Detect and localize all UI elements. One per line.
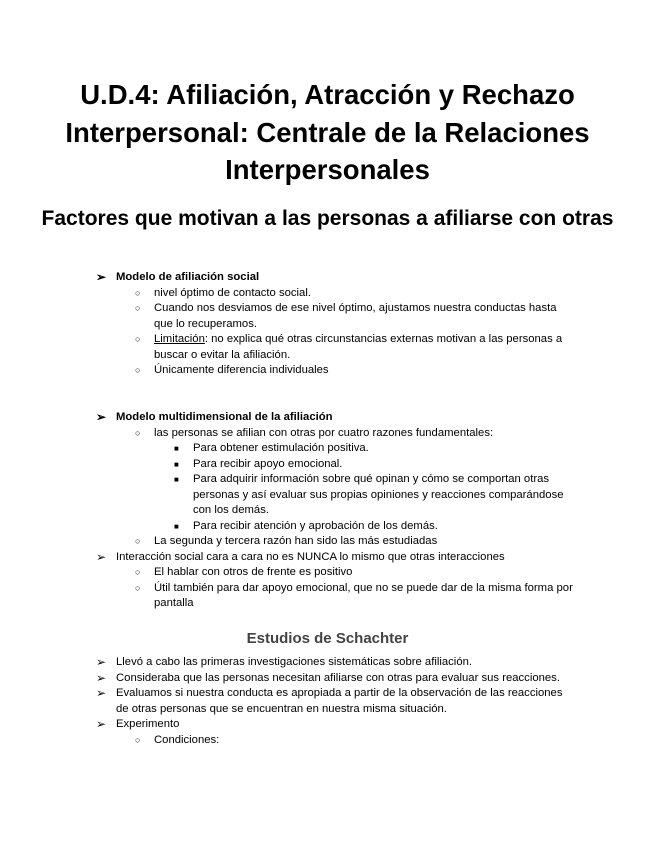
square-bullet-icon: ■ — [174, 444, 179, 453]
list-item: ■ Para recibir atención y aprobación de los demás. — [0, 519, 573, 535]
circle-bullet-icon: ○ — [135, 567, 141, 577]
list-schachter — [0, 655, 655, 748]
arrow-bullet-icon: ➢ — [96, 549, 107, 564]
square-bullet-icon: ■ — [174, 459, 179, 469]
section-heading-schachter: Estudios de Schachter — [246, 630, 409, 647]
list-item: ■ Para obtener estimulación positiva. — [0, 441, 573, 457]
list-item: ➢ Evaluamos si nuestra conducta es apropiada a partir de la observación de las reacciones de otras personas que se encuentran en nuestra misma situación. — [96, 686, 563, 715]
list-item: ➢ Consideraba que las personas necesitan afiliarse con otras para evaluar sus reacciones. — [96, 670, 560, 685]
list-item: ➢ Modelo de afiliación social — [96, 270, 260, 284]
list-item: ○ El hablar con otros de frente es positivo — [0, 565, 574, 581]
limitation-label: Limitación — [154, 333, 205, 345]
circle-bullet-icon: ○ — [135, 287, 141, 298]
list-item: ■ Para recibir apoyo emocional. — [0, 457, 573, 473]
list-item: ○ Condiciones: — [0, 733, 574, 749]
list-item: ➢ Modelo multidimensional de la afiliación — [96, 410, 333, 424]
arrow-bullet-icon: ➢ — [96, 670, 107, 685]
document-title: U.D.4: Afiliación, Atracción y Rechazo Interpersonal: Centrale de la Relaciones Interpersonales — [65, 79, 590, 185]
list-item: ○ Limitación: no explica qué otras circunstancias externas motivan a las personas a buscar o evitar la afiliación. — [135, 333, 563, 361]
circle-bullet-icon: ○ — [135, 427, 141, 438]
list-item: ➢ Interacción social cara a cara no es NUNCA lo mismo que otras interacciones — [96, 549, 505, 564]
arrow-bullet-icon: ➢ — [96, 410, 107, 424]
arrow-bullet-icon: ➢ — [96, 270, 107, 284]
circle-bullet-icon: ○ — [135, 536, 141, 546]
circle-bullet-icon: ○ — [135, 334, 141, 344]
arrow-bullet-icon: ➢ — [96, 686, 107, 700]
list-item: ○ Únicamente diferencia individuales — [0, 363, 574, 379]
arrow-bullet-icon: ➢ — [96, 717, 107, 731]
square-bullet-icon: ■ — [174, 475, 179, 484]
section-heading-factores: Factores que motivan a las personas a afiliarse con otras — [41, 207, 614, 230]
list-item: ○ Cuando nos desviamos de ese nivel óptimo, ajustamos nuestra conductas hasta que lo recuperamos. — [135, 302, 557, 330]
list-item: ○ Útil también para dar apoyo emocional, que no se puede dar de la misma forma por pantalla — [135, 581, 573, 609]
circle-bullet-icon: ○ — [135, 582, 141, 593]
list-item: ➢ Experimento — [96, 717, 180, 731]
list-item: ○ La segunda y tercera razón han sido las más estudiadas — [0, 534, 574, 550]
list-item: ○ nivel óptimo de contacto social. — [0, 286, 574, 302]
square-bullet-icon: ■ — [174, 521, 179, 531]
circle-bullet-icon: ○ — [135, 303, 141, 313]
list-item: ○ las personas se afilian con otras por cuatro razones fundamentales: — [0, 426, 574, 442]
list-modelo-afiliacion — [0, 270, 655, 379]
circle-bullet-icon: ○ — [135, 734, 141, 745]
arrow-bullet-icon: ➢ — [96, 655, 107, 669]
list-item: ➢ Llevó a cabo las primeras investigaciones sistemáticas sobre afiliación. — [96, 655, 473, 669]
circle-bullet-icon: ○ — [135, 365, 141, 375]
list-item: ■ Para adquirir información sobre qué opinan y cómo se comportan otras personas y así evaluar sus propias opiniones y reacciones comparándose con los demás. — [174, 473, 564, 516]
list-modelo-multidimensional — [0, 410, 655, 612]
